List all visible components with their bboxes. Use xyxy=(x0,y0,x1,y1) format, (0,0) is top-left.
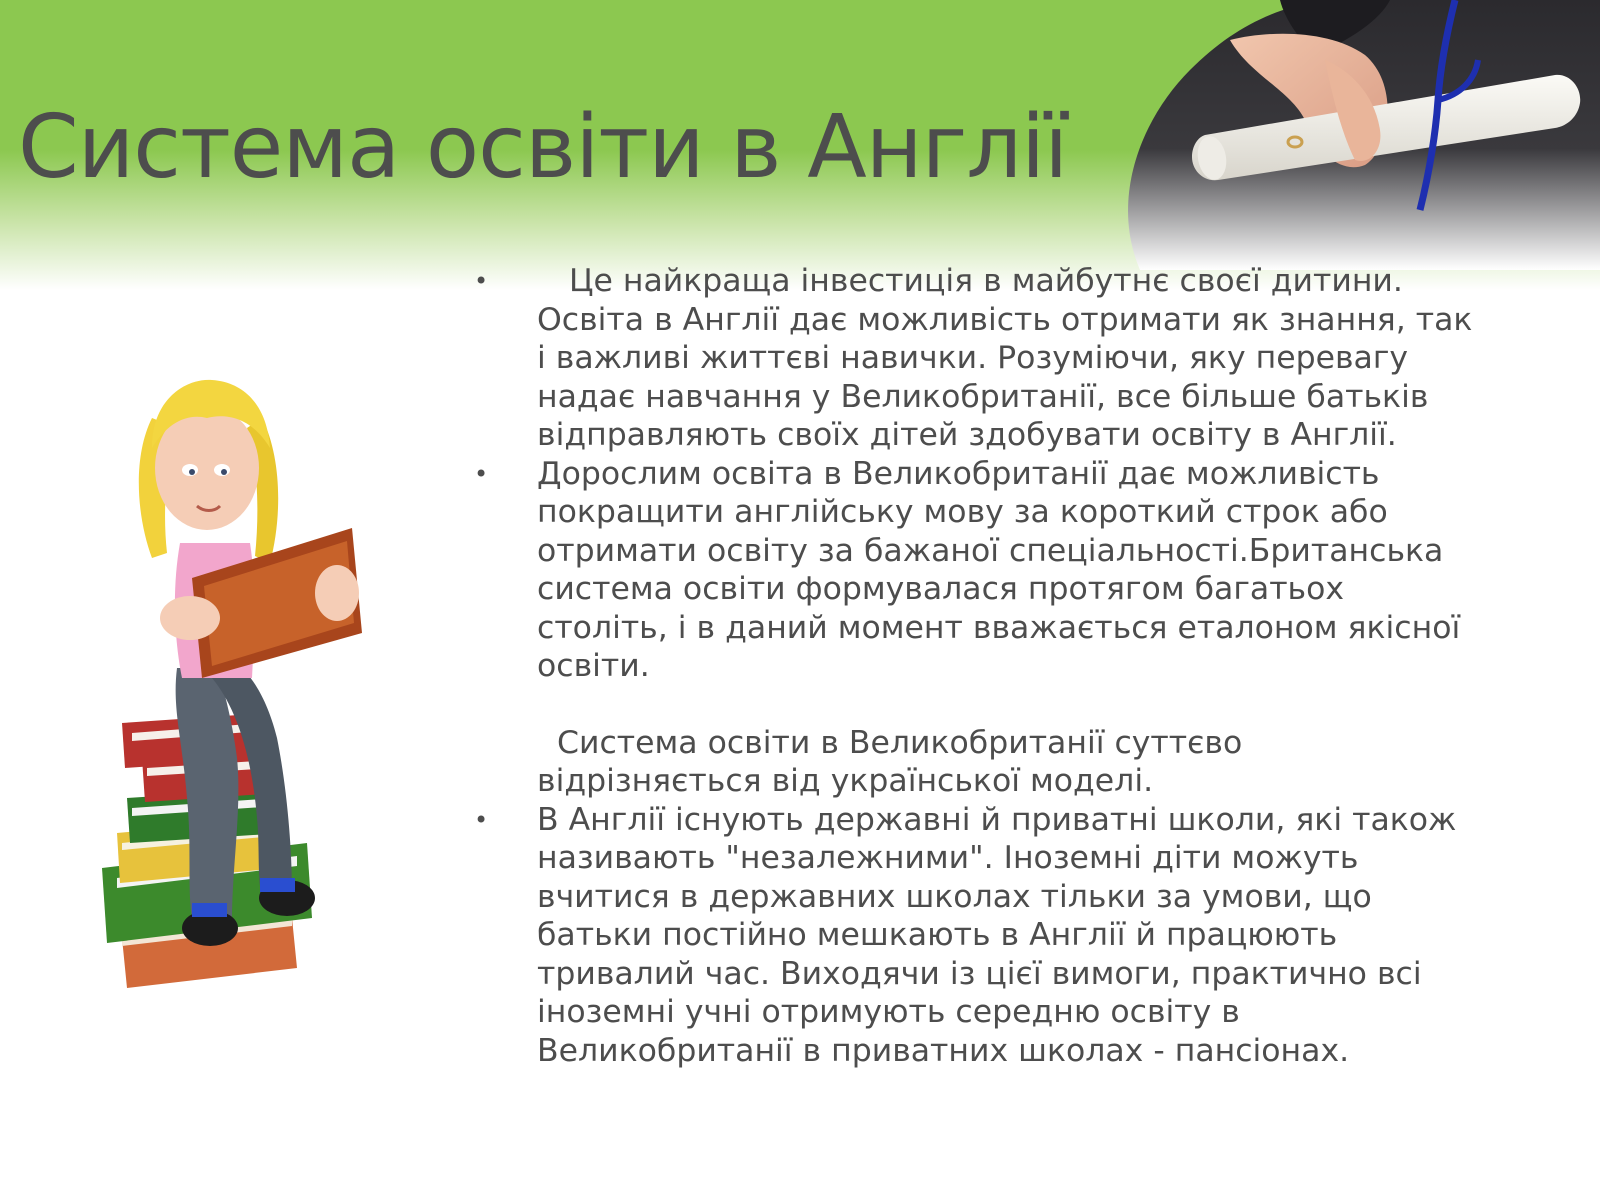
content-body xyxy=(474,262,1584,1070)
paragraph-line: Це найкраща інвестиція в майбутнє своєї дитини. xyxy=(569,263,1403,299)
paragraph-line: і важливі життєві навички. Розуміючи, яку перевагу xyxy=(537,340,1409,376)
paragraph-line: називають "незалежними". Іноземні діти можуть xyxy=(537,840,1359,876)
paragraph-line: Система освіти в Великобританії суттєво xyxy=(557,724,1243,761)
paragraph-line: надає навчання у Великобританії, все більше батьків xyxy=(537,378,1429,415)
paragraph-line: століть, і в даний момент вважається еталоном якісної xyxy=(537,609,1461,646)
paragraph-line: відрізняється від української моделі. xyxy=(537,763,1154,799)
slide-title: Система освіти в Англії xyxy=(18,96,1068,198)
bullet-marker: • xyxy=(474,267,489,295)
bullet-paragraph-4 xyxy=(474,801,1584,1071)
bullet-marker: • xyxy=(474,805,489,834)
paragraph-line: покращити англійську мову за короткий строк або xyxy=(537,494,1388,530)
bullet-paragraph-1 xyxy=(474,262,1584,455)
paragraph-line: система освіти формувалася протягом багатьох xyxy=(537,571,1345,607)
paragraph-line: освіти. xyxy=(537,648,650,684)
paragraph-line: Дорослим освіта в Великобританії дає можливість xyxy=(537,455,1380,492)
paragraph-line: Освіта в Англії дає можливість отримати як знання, так xyxy=(537,301,1473,338)
paragraph-line: Великобританії в приватних школах - пансіонах. xyxy=(537,1032,1350,1069)
paragraph-line: вчитися в державних школах тільки за умови, що xyxy=(537,878,1372,915)
paragraph-3 xyxy=(474,724,1584,801)
paragraph-line: батьки постійно мешкають в Англії й працюють xyxy=(537,917,1338,953)
graduate-diploma-photo xyxy=(1100,0,1600,270)
paragraph-line: іноземні учні отримують середню освіту в xyxy=(537,994,1240,1030)
paragraph-line: отримати освіту за бажаної спеціальності.Британська xyxy=(537,532,1444,569)
paragraph-line: відправляють своїх дітей здобувати освіту в Англії. xyxy=(537,417,1397,453)
bullet-marker: • xyxy=(474,459,489,488)
bullet-paragraph-2 xyxy=(474,455,1584,686)
girl-reading-books-illustration xyxy=(92,378,382,1018)
paragraph-line: В Англії існують державні й приватні школи, які також xyxy=(537,801,1457,838)
paragraph-line: тривалий час. Виходячи із цієї вимоги, практично всі xyxy=(537,955,1422,992)
